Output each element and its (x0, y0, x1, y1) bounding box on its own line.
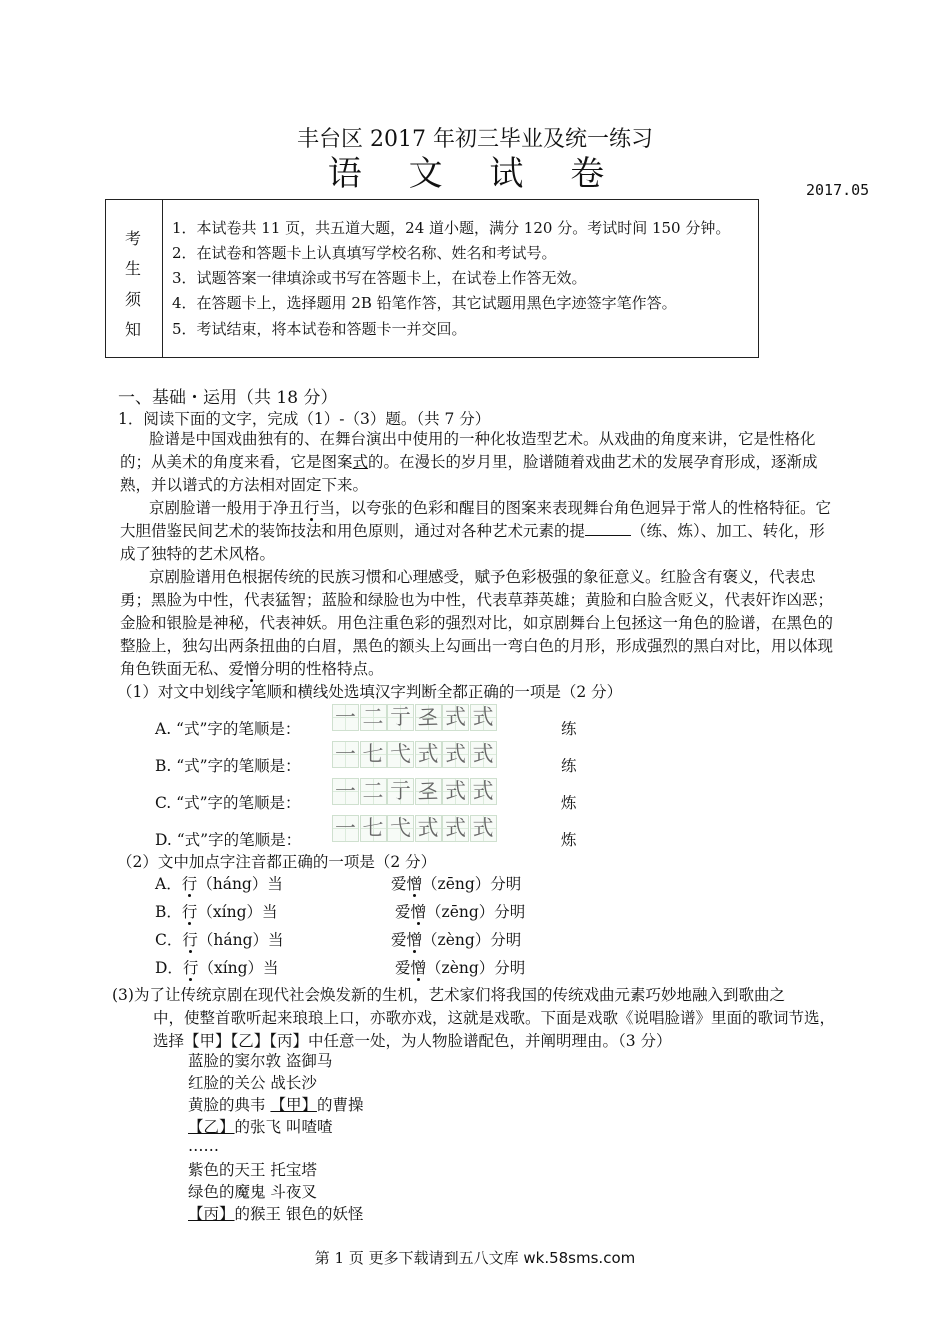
lyric-blank-bing: 【丙】 (188, 1205, 235, 1223)
stroke-step: 弋 (387, 741, 414, 768)
dotted-char: 行 (304, 499, 320, 517)
stroke-step: 弋 (387, 815, 414, 842)
stroke-step: 二 (360, 778, 387, 805)
option-b-fill: 练 (561, 757, 577, 775)
stroke-step: 一 (332, 704, 359, 731)
sub-question-2-prompt: （2）文中加点字注音都正确的一项是（2 分） (117, 853, 437, 871)
stroke-step: 亍 (387, 704, 414, 731)
exam-subtitle: 丰台区 2017 年初三毕业及统一练习 (297, 127, 653, 152)
sub-question-3-line: 中，使整首歌听起来琅琅上口，亦歌亦戏，这就是戏歌。下面是戏歌《说唱脸谱》里面的歌词节选， (153, 1009, 836, 1027)
option-a-label: A. “式”字的笔顺是： (155, 720, 301, 738)
pinyin-option-c-2: 爱憎（zèng）分明 (391, 931, 522, 949)
option-d-label: D. “式”字的笔顺是： (155, 831, 302, 849)
question-1-prompt: 1．阅读下面的文字，完成（1）-（3）题。（共 7 分） (118, 410, 491, 428)
pinyin-option-a: A．行（háng）当 (155, 875, 283, 893)
exam-title: 语 文 试 卷 (327, 154, 623, 194)
passage-paragraph-3: 京剧脸谱用色根据传统的民族习惯和心理感受，赋予色彩极强的象征意义。红脸含有褒义，代表忠勇；黑脸为中性，代表猛智；蓝脸和绿脸也为中性，代表草莽英雄；黄脸和白脸含贬义，代表奸诈凶恶；金脸和银脸是神秘，代表神妖。用色注重色彩的强烈对比，如京剧舞台上包拯这一角色的脸谱，在黑色的整脸上，独勾出两条扭曲的白眉，黑色的额头上勾画出一弯白色的月形，形成强烈的黑白对比，用以体现角色铁面无私、爱憎分明的性格特点。 (120, 568, 834, 678)
passage-paragraph-1: 脸谱是中国戏曲独有的、在舞台演出中使用的一种化妆造型艺术。从戏曲的角度来讲，它是性格化的；从美术的角度来看，它是图案式的。在漫长的岁月里，脸谱随着戏曲艺术的发展孕育形成，逐渐成熟，并以谱式的方法相对固定下来。 (120, 430, 818, 494)
lyric-line: 绿色的魔鬼 斗夜叉 (188, 1183, 317, 1201)
notice-label-char: 生 (125, 259, 142, 278)
section-heading: 一、基础・运用（共 18 分） (118, 388, 338, 408)
sub-question-3-line: 选择【甲】【乙】【丙】中任意一处，为人物脸谱配色，并阐明理由。（3 分） (153, 1032, 672, 1050)
page-footer: 第 1 页 更多下载请到五八文库 wk.58sms.com (314, 1249, 636, 1267)
notice-label-char: 须 (125, 290, 142, 309)
option-d-fill: 炼 (561, 831, 577, 849)
lyric-line: 【丙】的猴王 银色的妖怪 (188, 1205, 364, 1223)
lyric-line: 【乙】的张飞 叫喳喳 (188, 1118, 333, 1136)
notice-item: 3．试题答案一律填涂或书写在答题卡上，在试卷上作答无效。 (172, 269, 587, 287)
pinyin-option-b-2: 爱憎（zēng）分明 (395, 903, 526, 921)
sub-question-1-prompt: （1）对文中划线字笔顺和横线处选填汉字判断全都正确的一项是（2 分） (117, 683, 623, 701)
stroke-step: 式 (442, 741, 469, 768)
lyric-blank-jia: 【甲】 (270, 1096, 317, 1114)
stroke-step: 一 (332, 778, 359, 805)
stroke-order-c (332, 778, 498, 805)
stroke-order-d (332, 815, 498, 842)
stroke-step: 一 (332, 741, 359, 768)
stroke-step: 七 (360, 741, 387, 768)
sub-question-3-line: (3)为了让传统京剧在现代社会焕发新的生机，艺术家们将我国的传统戏曲元素巧妙地融入到歌曲之 (112, 986, 785, 1004)
lyric-line: …… (188, 1137, 219, 1155)
stroke-step: 式 (415, 741, 442, 768)
stroke-step: 式 (415, 815, 442, 842)
notice-item: 4．在答题卡上，选择题用 2B 铅笔作答，其它试题用黑色字迹签字笔作答。 (172, 294, 677, 312)
lyric-blank-yi: 【乙】 (188, 1118, 235, 1136)
stroke-step: 式 (442, 704, 469, 731)
lyric-line: 黄脸的典韦 【甲】的曹操 (188, 1096, 364, 1114)
stroke-step: 式 (470, 778, 497, 805)
exam-date: 2017.05 (806, 181, 870, 199)
notice-item: 2．在试卷和答题卡上认真填写学校名称、姓名和考试号。 (172, 244, 557, 262)
pinyin-option-d-2: 爱憎（zèng）分明 (395, 959, 526, 977)
footer-link[interactable]: wk.58sms.com (523, 1249, 636, 1267)
notice-item: 5．考试结束，将本试卷和答题卡一并交回。 (172, 320, 467, 338)
option-c-label: C. “式”字的笔顺是： (155, 794, 301, 812)
dotted-char: 憎 (244, 660, 260, 678)
fill-blank (585, 521, 631, 536)
stroke-step: 𢀖 (415, 704, 442, 731)
stroke-step: 亍 (387, 778, 414, 805)
notice-label-char: 考 (125, 229, 142, 248)
underlined-char: 式 (352, 453, 369, 471)
notice-label (106, 200, 163, 357)
candidate-notice-box (105, 199, 759, 358)
notice-label-char: 知 (125, 320, 142, 339)
option-a-fill: 练 (561, 720, 577, 738)
stroke-step: 一 (332, 815, 359, 842)
pinyin-option-c: C．行（háng）当 (155, 931, 284, 949)
lyric-line: 紫色的天王 托宝塔 (188, 1161, 317, 1179)
pinyin-option-a-2: 爱憎（zēng）分明 (391, 875, 522, 893)
stroke-step: 式 (442, 778, 469, 805)
pinyin-option-b: B．行（xíng）当 (155, 903, 278, 921)
stroke-step: 式 (470, 815, 497, 842)
stroke-order-a (332, 704, 498, 731)
option-b-label: B. “式”字的笔顺是： (155, 757, 301, 775)
lyric-line: 红脸的关公 战长沙 (188, 1074, 317, 1092)
lyric-line: 蓝脸的窦尔敦 盗御马 (188, 1052, 333, 1070)
stroke-step: 式 (442, 815, 469, 842)
stroke-step: 七 (360, 815, 387, 842)
notice-item: 1．本试卷共 11 页，共五道大题，24 道小题，满分 120 分。考试时间 150 分钟。 (172, 219, 731, 237)
pinyin-option-d: D．行（xíng）当 (155, 959, 279, 977)
stroke-step: 𢀖 (415, 778, 442, 805)
passage-paragraph-2: 京剧脸谱一般用于净丑行当，以夸张的色彩和醒目的图案来表现舞台角色迥异于常人的性格特征。它大胆借鉴民间艺术的装饰技法和用色原则，通过对各种艺术元素的提 （练、炼）、加工、转化，形成了独特的艺术风格。 (120, 499, 832, 563)
stroke-step: 式 (470, 741, 497, 768)
option-c-fill: 炼 (561, 794, 577, 812)
stroke-step: 二 (360, 704, 387, 731)
stroke-step: 式 (470, 704, 497, 731)
stroke-order-b (332, 741, 498, 768)
